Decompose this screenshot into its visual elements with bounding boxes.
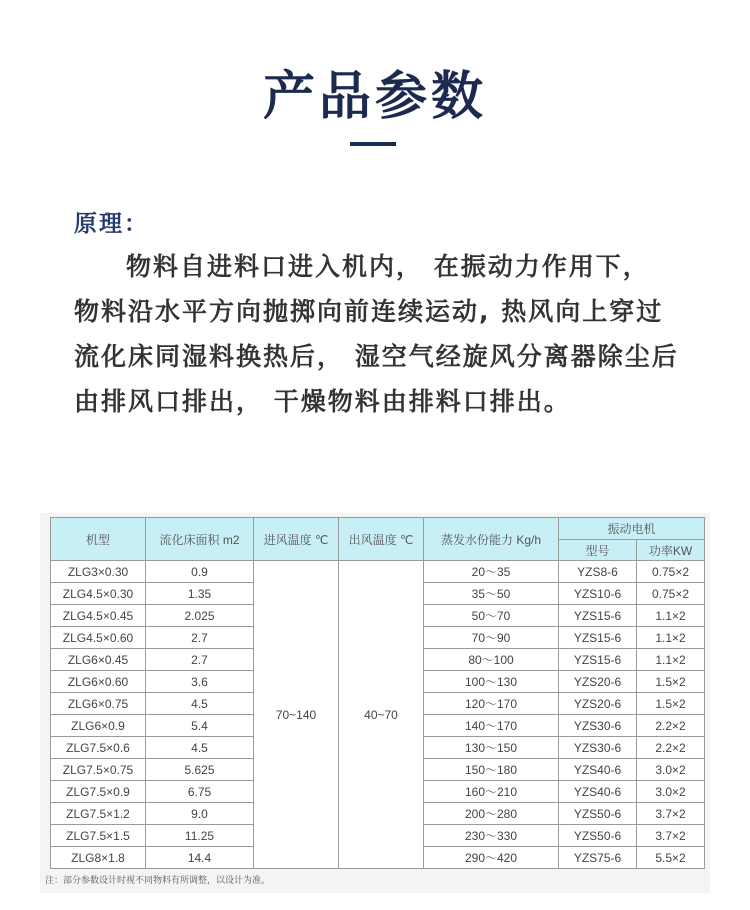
cell-area: 6.75 [146,781,254,803]
table-row [51,561,705,583]
cell-model: ZLG7.5×1.5 [51,825,146,847]
cell-motor-power: 2.2×2 [637,737,705,759]
cell-model: ZLG6×0.45 [51,649,146,671]
cell-evaporation: 160～210 [424,781,559,803]
spec-table [50,517,705,869]
principle-text: 物料自进料口进入机内， 在振动力作用下， 物料沿水平方向抛掷向前连续运动, 热风向上穿过流化床同湿料换热后， 湿空气经旋风分离器除尘后由排风口排出， 干燥物料由排料口排出。 [74,252,679,416]
header-area: 流化床面积 m2 [146,518,254,561]
cell-area: 0.9 [146,561,254,583]
cell-motor-power: 1.5×2 [637,671,705,693]
cell-motor-model: YZS8-6 [559,561,637,583]
cell-model: ZLG6×0.9 [51,715,146,737]
cell-evaporation: 150～180 [424,759,559,781]
cell-evaporation: 100～130 [424,671,559,693]
cell-area: 4.5 [146,737,254,759]
cell-motor-model: YZS30-6 [559,715,637,737]
header-outlet-temp: 出风温度 ℃ [339,518,424,561]
cell-area: 1.35 [146,583,254,605]
cell-motor-power: 1.1×2 [637,649,705,671]
cell-motor-model: YZS50-6 [559,803,637,825]
cell-area: 4.5 [146,693,254,715]
cell-area: 5.4 [146,715,254,737]
cell-inlet-temp: 70~140 [254,561,339,869]
cell-motor-model: YZS15-6 [559,649,637,671]
cell-motor-power: 1.5×2 [637,693,705,715]
cell-evaporation: 290～420 [424,847,559,869]
cell-motor-model: YZS40-6 [559,781,637,803]
cell-motor-model: YZS10-6 [559,583,637,605]
cell-model: ZLG4.5×0.45 [51,605,146,627]
cell-model: ZLG7.5×0.75 [51,759,146,781]
cell-model: ZLG4.5×0.60 [51,627,146,649]
cell-area: 14.4 [146,847,254,869]
cell-evaporation: 80～100 [424,649,559,671]
cell-evaporation: 35～50 [424,583,559,605]
header-motor-power: 功率KW [637,540,705,561]
cell-motor-power: 3.0×2 [637,781,705,803]
table-note: 注：部分参数设计时视不同物料有所调整，以设计为准。 [45,876,271,886]
header-inlet-temp: 进风温度 ℃ [254,518,339,561]
header-evaporation: 蒸发水份能力 Kg/h [424,518,559,561]
cell-evaporation: 120～170 [424,693,559,715]
spec-table-panel [40,513,710,893]
header-motor: 振动电机 [559,518,705,540]
cell-motor-model: YZS30-6 [559,737,637,759]
cell-evaporation: 130～150 [424,737,559,759]
cell-motor-model: YZS15-6 [559,605,637,627]
cell-motor-model: YZS50-6 [559,825,637,847]
cell-area: 2.7 [146,627,254,649]
cell-motor-power: 0.75×2 [637,561,705,583]
cell-area: 5.625 [146,759,254,781]
cell-model: ZLG7.5×0.9 [51,781,146,803]
cell-evaporation: 140～170 [424,715,559,737]
cell-model: ZLG4.5×0.30 [51,583,146,605]
cell-area: 2.025 [146,605,254,627]
cell-motor-power: 5.5×2 [637,847,705,869]
cell-evaporation: 70～90 [424,627,559,649]
cell-motor-model: YZS20-6 [559,671,637,693]
cell-motor-power: 0.75×2 [637,583,705,605]
cell-model: ZLG6×0.75 [51,693,146,715]
cell-motor-power: 1.1×2 [637,605,705,627]
cell-evaporation: 20～35 [424,561,559,583]
title-underline [350,142,396,146]
page-title: 产品参数 [262,67,487,127]
cell-area: 9.0 [146,803,254,825]
cell-model: ZLG7.5×1.2 [51,803,146,825]
cell-model: ZLG7.5×0.6 [51,737,146,759]
cell-area: 2.7 [146,649,254,671]
principle-label: 原理： [74,211,149,237]
cell-motor-model: YZS40-6 [559,759,637,781]
cell-motor-power: 3.7×2 [637,803,705,825]
cell-evaporation: 200～280 [424,803,559,825]
cell-evaporation: 50～70 [424,605,559,627]
cell-motor-model: YZS20-6 [559,693,637,715]
cell-outlet-temp: 40~70 [339,561,424,869]
cell-area: 11.25 [146,825,254,847]
header-motor-model: 型号 [559,540,637,561]
cell-motor-power: 3.7×2 [637,825,705,847]
cell-motor-model: YZS15-6 [559,627,637,649]
cell-motor-model: YZS75-6 [559,847,637,869]
table-body [51,561,705,869]
cell-motor-power: 3.0×2 [637,759,705,781]
cell-model: ZLG3×0.30 [51,561,146,583]
cell-evaporation: 230～330 [424,825,559,847]
cell-model: ZLG6×0.60 [51,671,146,693]
cell-model: ZLG8×1.8 [51,847,146,869]
cell-area: 3.6 [146,671,254,693]
cell-motor-power: 2.2×2 [637,715,705,737]
cell-motor-power: 1.1×2 [637,627,705,649]
header-model: 机型 [51,518,146,561]
